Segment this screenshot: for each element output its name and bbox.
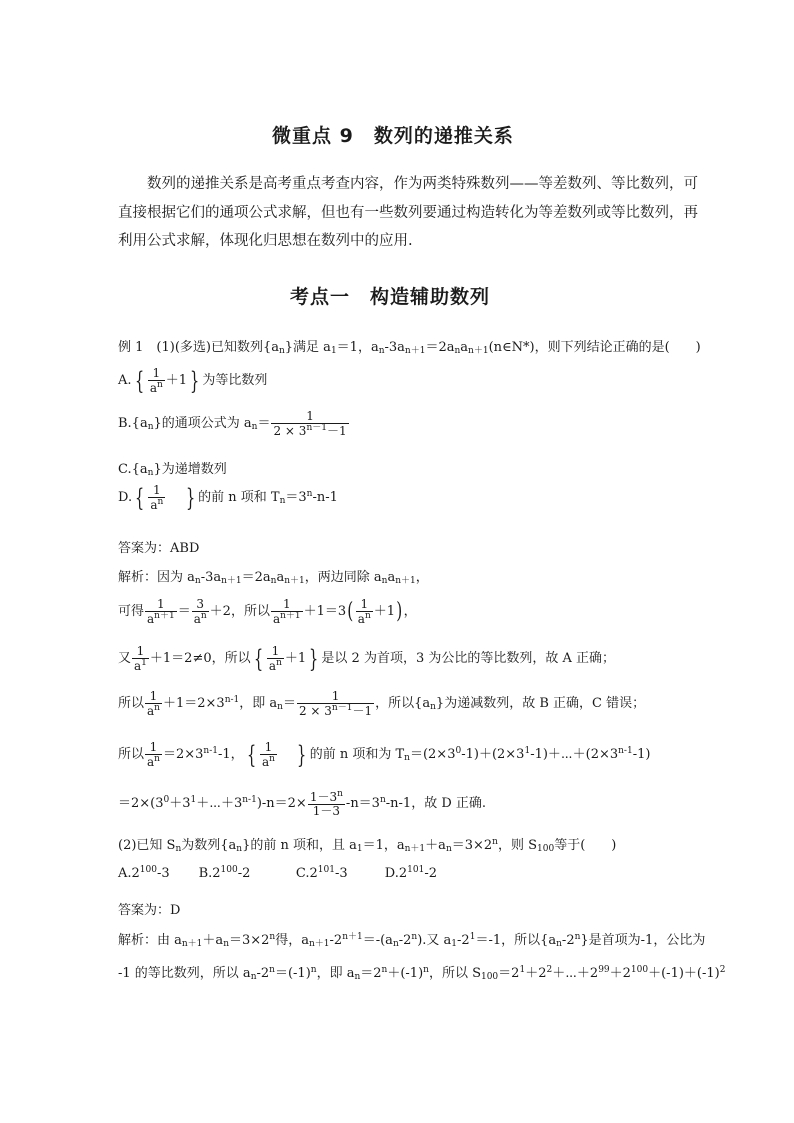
ex1-option-d: D. { $\frac{1}{a^n}$ } 的前 n 项和 $T_n=3^n-n-1$	[118, 483, 338, 512]
ex1-option-b: $B.\{a_n\}$的通项公式为 $a_n=$ $\frac{1}{2 \times 3^{n-1}-1}$	[118, 409, 347, 438]
intro-line-3: 利用公式求解，体现化归思想在数列中的应用.	[118, 233, 413, 249]
page-title: 微重点 9 数列的递推关系	[272, 125, 514, 147]
ex2-stem: (2)已知 $S_n$为数列$\{a_n\}$的前 n 项和，且 $a_1=1$，$a_{n+1}+a_n=3\times 2^n$，则 $S_{100}$等于( )	[118, 837, 617, 854]
ex2-analysis-1: 解析：由 $a_{n+1}+a_n=3\times 2^n$得，$a_{n+1}-2^{n+1}=-(a_n-2^n)$.又 $a_1-2^1=-1$，所以$\{a_n-2^n\}$是首项为-1，公比为	[118, 932, 706, 949]
ex1-analysis-1: 解析：因为 $a_n-3a_{n+1}=2a_na_{n+1}$，两边同除 $a_na_{n+1}$，	[118, 570, 429, 586]
ex2-answer: 答案为：D	[118, 903, 181, 918]
ex2-analysis-2: -1 的等比数列，所以 $a_n-2^n=(-1)^n$，即 $a_n=2^n+(-1)^n$，所以 $S_{100}=2^1+2^2+\cdots+2^{99}+2^{100}+(-1)+(-1)^2$	[118, 965, 726, 982]
ex1-stem: 例 1 (1)(多选)已知数列$\{a_n\}$满足 $a_1=1$，$a_n-3a_{n+1}=2a_na_{n+1}(n\in N*)$，则下列结论正确的是( )	[118, 340, 701, 356]
ex1-option-a: A. { $\frac{1}{a^n}$ ＋1 } 为等比数列	[118, 366, 268, 395]
ex2-options: $A.2^{100}-3$ $B.2^{100}-2$ $C.2^{101}-3$ $D.2^{101}-2$	[118, 865, 438, 881]
intro-line-1: 数列的递推关系是高考重点考查内容，作为两类特殊数列——等差数列、等比数列，可	[147, 176, 698, 192]
ex1-analysis-5: 所以 $\frac{1}{a^n}$ $=2\times 3^{n-1}-1$， { $\frac{1}{a^n}$ } 的前 n 项和为 $T_n=(2\times 3^0-1)+(2\times 3^1-1)+\cdots+(2\times 3^{n-1}-1)$	[118, 740, 651, 769]
ex1-answer: 答案为：ABD	[118, 541, 200, 556]
intro-line-2: 直接根据它们的通项公式求解，但也有一些数列要通过构造转化为等差数列或等比数列，再	[118, 205, 698, 221]
ex1-analysis-6: $=2\times(3^0+3^1+\cdots+3^{n-1})-n=2\times$ $\frac{1-3^n}{1-3}$ $-n=3^n-n-1$，故 D 正确.	[118, 789, 487, 818]
section-title: 考点一 构造辅助数列	[290, 286, 491, 308]
ex1-analysis-4: 所以 $\frac{1}{a^n}$ $+1=2\times 3^{n-1}$，即 $a_n=$ $\frac{1}{2 \times 3^{n-1}-1}$ ，所以$\{a_n\}$为递减数列，故 B 正确，C 错误；	[118, 689, 646, 718]
ex1-analysis-2: 可得 $\frac{1}{a^{n+1}}$ ＝ $\frac{3}{a^n}$ ＋2，所以 $\frac{1}{a^{n+1}}$ ＋1＝3( $\frac{1}{a^n}$ ＋1)，	[118, 597, 417, 626]
ex1-analysis-3: 又 $\frac{1}{a^1}$ ＋1＝2≠0，所以 { $\frac{1}{a^n}$ ＋1 } 是以 2 为首项，3 为公比的等比数列，故 A 正确；	[118, 644, 616, 673]
ex1-option-c: $C.\{a_n\}$为递增数列	[118, 462, 227, 478]
